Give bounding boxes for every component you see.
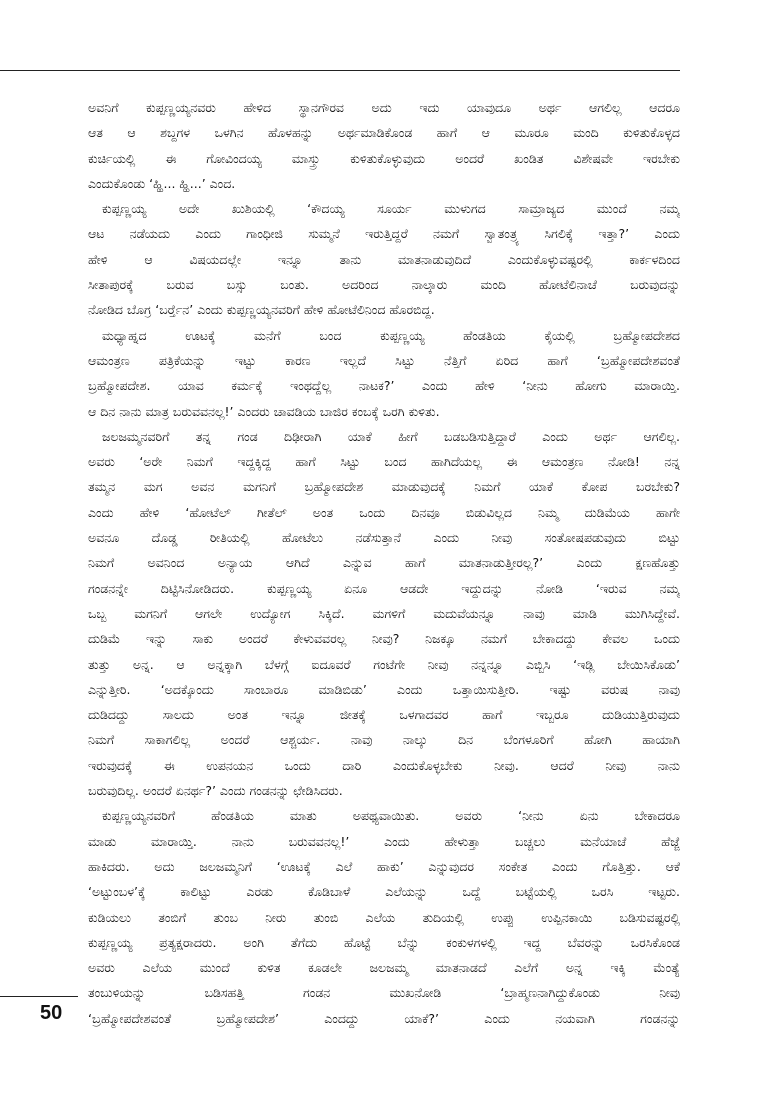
text-line: ಅವನಿಗೆ ಕುಪ್ಪಣ್ಣಯ್ಯನವರು ಹೇಳಿದ ಸ್ಥಾನಗೌರವ ಅದು ಇದು ಯಾವುದೂ ಅರ್ಥ ಆಗಲಿಲ್ಲ ಆದರೂ: [88, 100, 680, 115]
text-line: ಎಂದುಕೊಂಡು ‘ಹ್ಹಿ... ಹ್ಹಿ...’ ಎಂದ.: [88, 175, 236, 191]
text-line: ಅವರು ‘ಅರೇ ನಿಮಗೆ ಇದ್ದಕ್ಕಿದ್ದ ಹಾಗೆ ಸಿಟ್ಟು ಬಂದ ಹಾಗಿದೆಯಲ್ಲ ಈ ಆಮಂತ್ರಣ ನೋಡಿ! ನನ್ನ: [88, 454, 680, 470]
text-line: ಜಲಜಮ್ಮನವರಿಗೆ ತನ್ನ ಗಂಡ ದಿಢೀರಾಗಿ ಯಾಕೆ ಹೀಗೆ ಬಡಬಡಿಸುತ್ತಿದ್ದಾರೆ ಎಂದು ಅರ್ಥ ಆಗಲಿಲ್ಲ.: [102, 428, 680, 444]
text-line: ಆಮಂತ್ರಣ ಪತ್ರಿಕೆಯನ್ನು ಇಟ್ಟು ಕಾರಣ ಇಲ್ಲದೆ ಸಿಟ್ಟು ನೆತ್ತಿಗೆ ಏರಿದ ಹಾಗೆ ‘ಬ್ರಹ್ಮೋಪದೇಶವಂತೆ: [88, 352, 680, 368]
text-line: ನಿಮಗೆ ಅವನಿಂದ ಅನ್ಯಾಯ ಆಗಿದೆ ಎನ್ನುವ ಹಾಗೆ ಮಾತನಾಡುತ್ತೀರಲ್ಲ?’ ಎಂದು ಕ್ಷಣಹೊತ್ತು: [88, 555, 680, 571]
text-line: ಹಾಕಿದರು. ಅದು ಜಲಜಮ್ಮನಿಗೆ ‘ಊಟಕ್ಕೆ ಎಲೆ ಹಾಕು’ ಎನ್ನುವುದರ ಸಂಕೇತ ಎಂದು ಗೊತ್ತಿತ್ತು. ಆಕೆ: [88, 858, 680, 874]
top-rule: [0, 70, 680, 71]
text-line: ಕುಡಿಯಲು ತಂಬಿಗೆ ತುಂಬ ನೀರು ತುಂಬಿ ಎಲೆಯ ತುದಿಯಲ್ಲಿ ಉಪ್ಪು ಉಪ್ಪಿನಕಾಯಿ ಬಡಿಸುವಷ್ಟರಲ್ಲಿ: [88, 909, 680, 925]
text-line: ಬರುವುದಿಲ್ಲ. ಅಂದರೆ ಏನರ್ಥ?’ ಎಂದು ಗಂಡನನ್ನು ಛೇಡಿಸಿದರು.: [88, 783, 343, 799]
text-line: ಅವನೂ ದೊಡ್ಡ ರೀತಿಯಲ್ಲಿ ಹೋಟೆಲು ನಡೆಸುತ್ತಾನೆ ಎಂದು ನೀವು ಸಂತೋಷಪಡುವುದು ಬಿಟ್ಟು: [88, 530, 680, 546]
text-line: ದುಡಿದದ್ದು ಸಾಲದು ಅಂತ ಇನ್ನೂ ಜೀತಕ್ಕೆ ಒಳಗಾದವರ ಹಾಗೆ ಇಬ್ಬರೂ ದುಡಿಯುತ್ತಿರುವುದು: [88, 707, 680, 723]
text-line: ಕುಪ್ಪಣ್ಣಯ್ಯ ಅದೇ ಖುಶಿಯಲ್ಲಿ ‘ಕೌದಯ್ಯ ಸೂರ್ಯ ಮುಳುಗದ ಸಾಮ್ರಾಜ್ಯದ ಮುಂದೆ ನಮ್ಮ: [102, 201, 680, 217]
text-line: ತುತ್ತು ಅನ್ನ. ಆ ಅನ್ನಕ್ಕಾಗಿ ಬೆಳಗ್ಗೆ ಐದೂವರೆ ಗಂಟೆಗೇ ನೀವು ನನ್ನನ್ನೂ ಎಬ್ಬಿಸಿ ‘ಇಡ್ಲಿ ಬೇಯಿಸಿಕೊಡು’: [88, 656, 680, 672]
text-line: ಎಂದು ಹೇಳಿ ‘ಹೋಟೆಲ್ ಗೀತೆಲ್ ಅಂತ ಒಂದು ದಿನವೂ ಬಿಡುವಿಲ್ಲದ ನಿಮ್ಮ ದುಡಿಮೆಯ ಹಾಗೇ: [88, 504, 680, 520]
text-line: ‘ಬ್ರಹ್ಮೋಪದೇಶವಂತೆ ಬ್ರಹ್ಮೋಪದೇಶ’ ಎಂದದ್ದು ಯಾಕೆ?’ ಎಂದು ನಯವಾಗಿ ಗಂಡನನ್ನು: [88, 1010, 680, 1026]
text-line: ದುಡಿಮೆ ಇನ್ನು ಸಾಕು ಅಂದರೆ ಕೇಳುವವರಲ್ಲ ನೀವು? ನಿಜಕ್ಕೂ ನಮಗೆ ಬೇಕಾದದ್ದು ಕೇವಲ ಒಂದು: [88, 631, 680, 647]
text-line: ಮಧ್ಯಾಹ್ನದ ಊಟಕ್ಕೆ ಮನೆಗೆ ಬಂದ ಕುಪ್ಪಣ್ಣಯ್ಯ ಹೆಂಡತಿಯ ಕೈಯಲ್ಲಿ ಬ್ರಹ್ಮೋಪದೇಶದ: [102, 327, 680, 343]
text-line: ಆಟ ನಡೆಯದು ಎಂದು ಗಾಂಧೀಜಿ ಸುಮ್ಮನೆ ಇರುತ್ತಿದ್ದರೆ ನಮಗೆ ಸ್ವಾತಂತ್ರ್ಯ ಸಿಗಲಿಕ್ಕೆ ಇತ್ತಾ?’ ಎಂದು: [88, 226, 680, 242]
page-number: 50: [40, 1002, 63, 1024]
text-line: ಒಬ್ಬ ಮಗನಿಗೆ ಆಗಲೇ ಉದ್ಯೋಗ ಸಿಕ್ಕಿದೆ. ಮಗಳಿಗೆ ಮದುವೆಯನ್ನೂ ನಾವು ಮಾಡಿ ಮುಗಿಸಿದ್ದೇವೆ.: [88, 605, 680, 621]
text-line: ಬ್ರಹ್ಮೋಪದೇಶ. ಯಾವ ಕರ್ಮಕ್ಕೆ ಇಂಥದ್ದೆಲ್ಲ ನಾಟಕ?’ ಎಂದು ಹೇಳಿ ‘ನೀನು ಹೋಗು ಮಾರಾಯ್ತಿ.: [88, 378, 680, 394]
text-line: ತಮ್ಮನ ಮಗ ಅವನ ಮಗನಿಗೆ ಬ್ರಹ್ಮೋಪದೇಶ ಮಾಡುವುದಕ್ಕೆ ನಿಮಗೆ ಯಾಕೆ ಕೋಪ ಬರಬೇಕು?: [88, 479, 680, 495]
text-line: ಆ ದಿನ ನಾನು ಮಾತ್ರ ಬರುವವನಲ್ಲ!’ ಎಂದರು ಚಾವಡಿಯ ಬಾಜಿರ ಕಂಬಕ್ಕೆ ಒರಗಿ ಕುಳಿತು.: [88, 403, 440, 419]
text-line: ನೋಡಿದ ಬೊಗ್ರ ‘ಬರ್ರ್ತೆನ’ ಎಂದು ಕುಪ್ಪಣ್ಣಯ್ಯನವರಿಗೆ ಹೇಳಿ ಹೋಟೆಲಿನಿಂದ ಹೊರಬಿದ್ದ.: [88, 302, 435, 318]
text-line: ಕುಪ್ಪಣ್ಣಯ್ಯ ಪ್ರತ್ಯಕ್ಷರಾದರು. ಅಂಗಿ ತೆಗೆದು ಹೊಟ್ಟೆ ಬೆನ್ನು ಕಂಕುಳಗಳಲ್ಲಿ ಇದ್ದ ಬೆವರನ್ನು ಒರಸಿಕೊಂಡ: [88, 934, 680, 950]
text-line: ನಿಮಗೆ ಸಾಕಾಗಲಿಲ್ಲ ಅಂದರೆ ಆಶ್ಚರ್ಯ. ನಾವು ನಾಲ್ಕು ದಿನ ಬೆಂಗಳೂರಿಗೆ ಹೋಗಿ ಹಾಯಾಗಿ: [88, 732, 680, 748]
text-line: ಹೇಳಿ ಆ ವಿಷಯದಲ್ಲೇ ಇನ್ನೂ ತಾನು ಮಾತನಾಡುವುದಿದೆ ಎಂದುಕೊಳ್ಳುವಷ್ಟರಲ್ಲಿ ಕಾರ್ಕಳದಿಂದ: [88, 251, 680, 267]
text-line: ಮಾಡು ಮಾರಾಯ್ತಿ. ನಾನು ಬರುವವನಲ್ಲ!’ ಎಂದು ಹೇಳುತ್ತಾ ಬಚ್ಚಲು ಮನೆಯಾಚೆ ಹೆಜ್ಜೆ: [88, 833, 680, 849]
text-line: ‘ಅಟ್ಟುಂಬಳ’ಕ್ಕೆ ಕಾಲಿಟ್ಟು ಎರಡು ಕೊಡಿಬಾಳೆ ಎಲೆಯನ್ನು ಒದ್ದೆ ಬಟ್ಟೆಯಲ್ಲಿ ಒರಸಿ ಇಟ್ಟರು.: [88, 884, 680, 900]
text-line: ಆತ ಆ ಶಬ್ದಗಳ ಒಳಗಿನ ಹೊಳಹನ್ನು ಅರ್ಥಮಾಡಿಕೊಂಡ ಹಾಗೆ ಆ ಮೂರೂ ಮಂದಿ ಕುಳಿತುಕೊಳ್ಳದ: [88, 125, 680, 141]
text-line: ಕುಪ್ಪಣ್ಣಯ್ಯನವರಿಗೆ ಹೆಂಡತಿಯ ಮಾತು ಅಪಥ್ಯವಾಯಿತು. ಅವರು ‘ನೀನು ಏನು ಬೇಕಾದರೂ: [102, 808, 680, 824]
text-line: ಸೀತಾಪುರಕ್ಕೆ ಬರುವ ಬಸ್ಸು ಬಂತು. ಅದರಿಂದ ನಾಲ್ಕಾರು ಮಂದಿ ಹೋಟೆಲಿನಾಚೆ ಬರುವುದನ್ನು: [88, 277, 680, 293]
text-line: ಎನ್ನುತ್ತೀರಿ. ‘ಅದಕ್ಕೊಂದು ಸಾಂಬಾರೂ ಮಾಡಿಬಿಡು’ ಎಂದು ಒತ್ತಾಯಿಸುತ್ತೀರಿ. ಇಷ್ಟು ವರುಷ ನಾವು: [88, 681, 680, 697]
footer-rule: [0, 996, 78, 997]
body-text: [88, 95, 680, 1031]
text-line: ಅವರು ಎಲೆಯ ಮುಂದೆ ಕುಳಿತ ಕೂಡಲೇ ಜಲಜಮ್ಮ ಮಾತನಾಡದೆ ಎಲೆಗೆ ಅನ್ನ ಇಕ್ಕಿ ಮೆಂತ್ಯೆ: [88, 960, 680, 976]
text-line: ಗಂಡನನ್ನೇ ದಿಟ್ಟಿಸಿನೋಡಿದರು. ಕುಪ್ಪಣ್ಣಯ್ಯ ಏನೂ ಆಡದೇ ಇದ್ದುದನ್ನು ನೋಡಿ ‘ಇರುವ ನಮ್ಮ: [88, 580, 680, 596]
text-line: ಇರುವುದಕ್ಕೆ ಈ ಉಪನಯನ ಒಂದು ದಾರಿ ಎಂದುಕೊಳ್ಳಬೇಕು ನೀವು. ಆದರೆ ನೀವು ನಾನು: [88, 757, 680, 773]
text-line: ತಂಬುಳಿಯನ್ನು ಬಡಿಸಹತ್ತಿ ಗಂಡನ ಮುಖನೋಡಿ ‘ಬ್ರಾಹ್ಮಣನಾಗಿದ್ದುಕೊಂಡು ನೀವು: [88, 985, 680, 1001]
text-line: ಕುರ್ಚಿಯಲ್ಲಿ ಈ ಗೋವಿಂದಯ್ಯ ಮಾಸ್ತ್ರು ಕುಳಿತುಕೊಳ್ಳುವುದು ಅಂದರೆ ಖಂಡಿತ ವಿಶೇಷವೇ ಇರಬೇಕು: [88, 150, 680, 166]
